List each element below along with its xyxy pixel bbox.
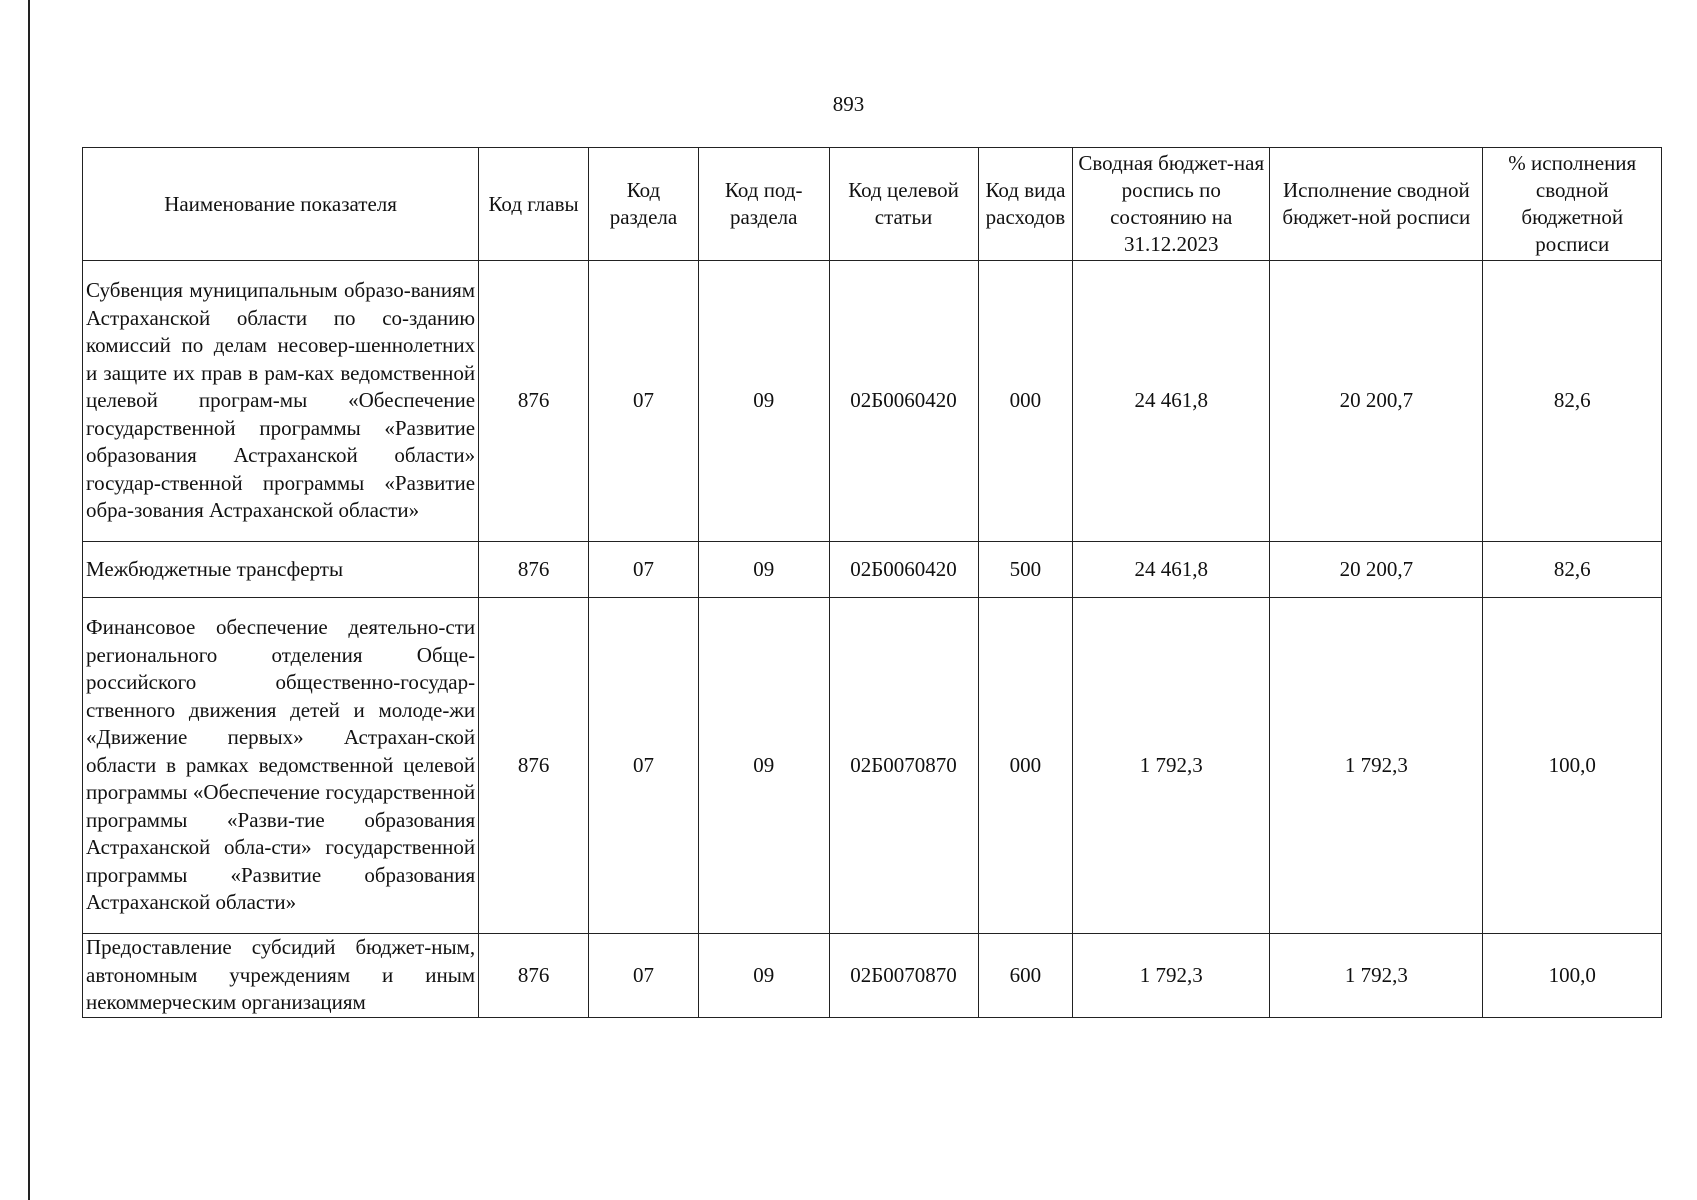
chapter-code-cell: 876 — [479, 261, 589, 542]
target-article-code-cell: 02Б0060420 — [829, 542, 978, 598]
expense-type-code-cell: 000 — [978, 261, 1073, 542]
executed-budget-cell: 1 792,3 — [1270, 934, 1483, 1018]
expense-type-code-cell: 600 — [978, 934, 1073, 1018]
execution-percent-cell: 100,0 — [1483, 598, 1662, 934]
header-chapter-code: Код главы — [479, 148, 589, 261]
header-section-code: Код раздела — [589, 148, 699, 261]
table-row — [83, 598, 1662, 934]
section-code-cell: 07 — [589, 598, 699, 934]
target-article-code-cell: 02Б0060420 — [829, 261, 978, 542]
executed-budget-cell: 1 792,3 — [1270, 598, 1483, 934]
subsection-code-cell: 09 — [698, 261, 829, 542]
executed-budget-cell: 20 200,7 — [1270, 542, 1483, 598]
table-row — [83, 542, 1662, 598]
subsection-code-cell: 09 — [698, 598, 829, 934]
planned-budget-cell: 1 792,3 — [1073, 934, 1270, 1018]
table-row — [83, 261, 1662, 542]
header-expense-type-code: Код вида расходов — [978, 148, 1073, 261]
execution-percent-cell: 82,6 — [1483, 542, 1662, 598]
page-number: 893 — [832, 92, 865, 116]
indicator-name-cell: Межбюджетные трансферты — [83, 542, 479, 598]
chapter-code-cell: 876 — [479, 934, 589, 1018]
table-row — [83, 934, 1662, 1018]
section-code-cell: 07 — [589, 934, 699, 1018]
planned-budget-cell: 1 792,3 — [1073, 598, 1270, 934]
indicator-name-cell: Субвенция муниципальным образо-ваниям Астраханской области по со-зданию комиссий по делам несовер-шеннолетних и защите их прав в рам-ках ведомственной целевой програм-мы «Обеспечение государственной программы «Развитие образования Астраханской области» государ-ственной программы «Развитие обра-зования Астраханской области» — [83, 261, 479, 542]
header-subsection-code: Код под-раздела — [698, 148, 829, 261]
header-executed-budget: Исполнение сводной бюджет-ной росписи — [1270, 148, 1483, 261]
target-article-code-cell: 02Б0070870 — [829, 598, 978, 934]
indicator-name-cell: Предоставление субсидий бюджет-ным, автономным учреждениям и иным некоммерческим организациям — [83, 934, 479, 1018]
subsection-code-cell: 09 — [698, 542, 829, 598]
section-code-cell: 07 — [589, 261, 699, 542]
expense-type-code-cell: 500 — [978, 542, 1073, 598]
budget-execution-table — [82, 147, 1662, 1018]
subsection-code-cell: 09 — [698, 934, 829, 1018]
table-header-row — [83, 148, 1662, 261]
section-code-cell: 07 — [589, 542, 699, 598]
target-article-code-cell: 02Б0070870 — [829, 934, 978, 1018]
executed-budget-cell: 20 200,7 — [1270, 261, 1483, 542]
execution-percent-cell: 100,0 — [1483, 934, 1662, 1018]
header-planned-budget: Сводная бюджет-ная роспись по состоянию на 31.12.2023 — [1073, 148, 1270, 261]
planned-budget-cell: 24 461,8 — [1073, 261, 1270, 542]
expense-type-code-cell: 000 — [978, 598, 1073, 934]
header-execution-percent: % исполнения сводной бюджетной росписи — [1483, 148, 1662, 261]
indicator-name-cell: Финансовое обеспечение деятельно-сти регионального отделения Обще-российского общественно-государ-ственного движения детей и молоде-жи «Движение первых» Астрахан-ской области в рамках ведомственной целевой программы «Обеспечение государственной программы «Разви-тие образования Астраханской обла-сти» государственной программы «Развитие образования Астраханской области» — [83, 598, 479, 934]
planned-budget-cell: 24 461,8 — [1073, 542, 1270, 598]
header-target-article-code: Код целевой статьи — [829, 148, 978, 261]
header-indicator-name: Наименование показателя — [83, 148, 479, 261]
execution-percent-cell: 82,6 — [1483, 261, 1662, 542]
binding-margin-line — [28, 0, 30, 1200]
chapter-code-cell: 876 — [479, 542, 589, 598]
chapter-code-cell: 876 — [479, 598, 589, 934]
